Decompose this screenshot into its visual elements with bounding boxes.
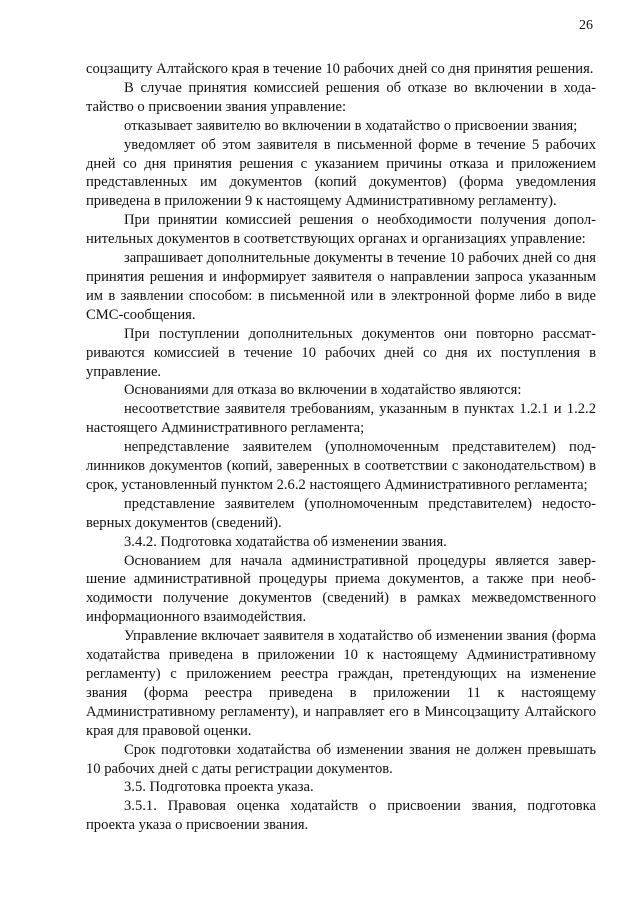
paragraph: отказывает заявителю во включении в ходатайство о присвоении звания; — [124, 117, 578, 134]
paragraph: представление заявителем (уполномоченным представителем) недостоверных документов (сведений). — [86, 495, 596, 531]
paragraph: 3.5.1. Правовая оценка ходатайств о присвоении звания, подготовка проекта указа о присвоении звания. — [86, 798, 596, 834]
paragraph: Основанием для начала административной процедуры является завершение административной процедуры приема документов, а также при необходимости получение документов (сведений) в рамках межведомственного информационного взаимодействия. — [86, 552, 596, 626]
paragraph: непредставление заявителем (уполномоченным представителем) подлинников документов (копий, заверенных в соответствии с законодательством) в срок, установленный пунктом 2.6.2 настоящего Административного регламента; — [86, 439, 596, 493]
paragraph: При поступлении дополнительных документов они повторно рассматриваются комиссией в течение 10 рабочих дней со дня их поступления в управление. — [86, 325, 596, 380]
paragraph: При принятии комиссией решения о необходимости получения дополнительных документов в соответствующих органах и организациях управление: — [86, 212, 596, 248]
section-heading: 3.5. Подготовка проекта указа. — [124, 779, 314, 796]
section-heading: 3.4.2. Подготовка ходатайства об изменении звания. — [124, 533, 447, 550]
paragraph: соцзащиту Алтайского края в течение 10 рабочих дней со дня принятия решения. — [86, 61, 594, 77]
paragraph: уведомляет об этом заявителя в письменной форме в течение 5 рабочих дней со дня принятия решения с указанием причины отказа и приложением представленных им документов (копий документов) (форма уведомления приведена в приложении 9 к настоящему Административному регламенту). — [86, 136, 596, 210]
paragraph: В случае принятия комиссией решения об отказе во включении в ходатайство о присвоении звания управление: — [86, 79, 596, 115]
page-number: 26 — [579, 18, 593, 33]
paragraph: запрашивает дополнительные документы в течение 10 рабочих дней со дня принятия решения и информирует заявителя о направлении запроса указанным им в заявлении способом: в письменной или в электронной форме либо в виде СМС-сообщения. — [86, 250, 596, 323]
paragraph: несоответствие заявителя требованиям, указанным в пунктах 1.2.1 и 1.2.2 настоящего Административного регламента; — [86, 401, 596, 437]
document-body — [86, 60, 596, 835]
paragraph: Управление включает заявителя в ходатайство об изменении звания (форма ходатайства приведена в приложении 10 к настоящему Административному регламенту) с приложением реестра граждан, претендующих на изменение звания (форма реестра приведена в приложении 11 к настоящему Административному регламенту), и направляет его в Минсоцзащиту Алтайского края для правовой оценки. — [86, 628, 596, 739]
paragraph: Основаниями для отказа во включении в ходатайство являются: — [124, 382, 522, 399]
paragraph: Срок подготовки ходатайства об изменении звания не должен превышать 10 рабочих дней с даты регистрации документов. — [86, 741, 596, 777]
